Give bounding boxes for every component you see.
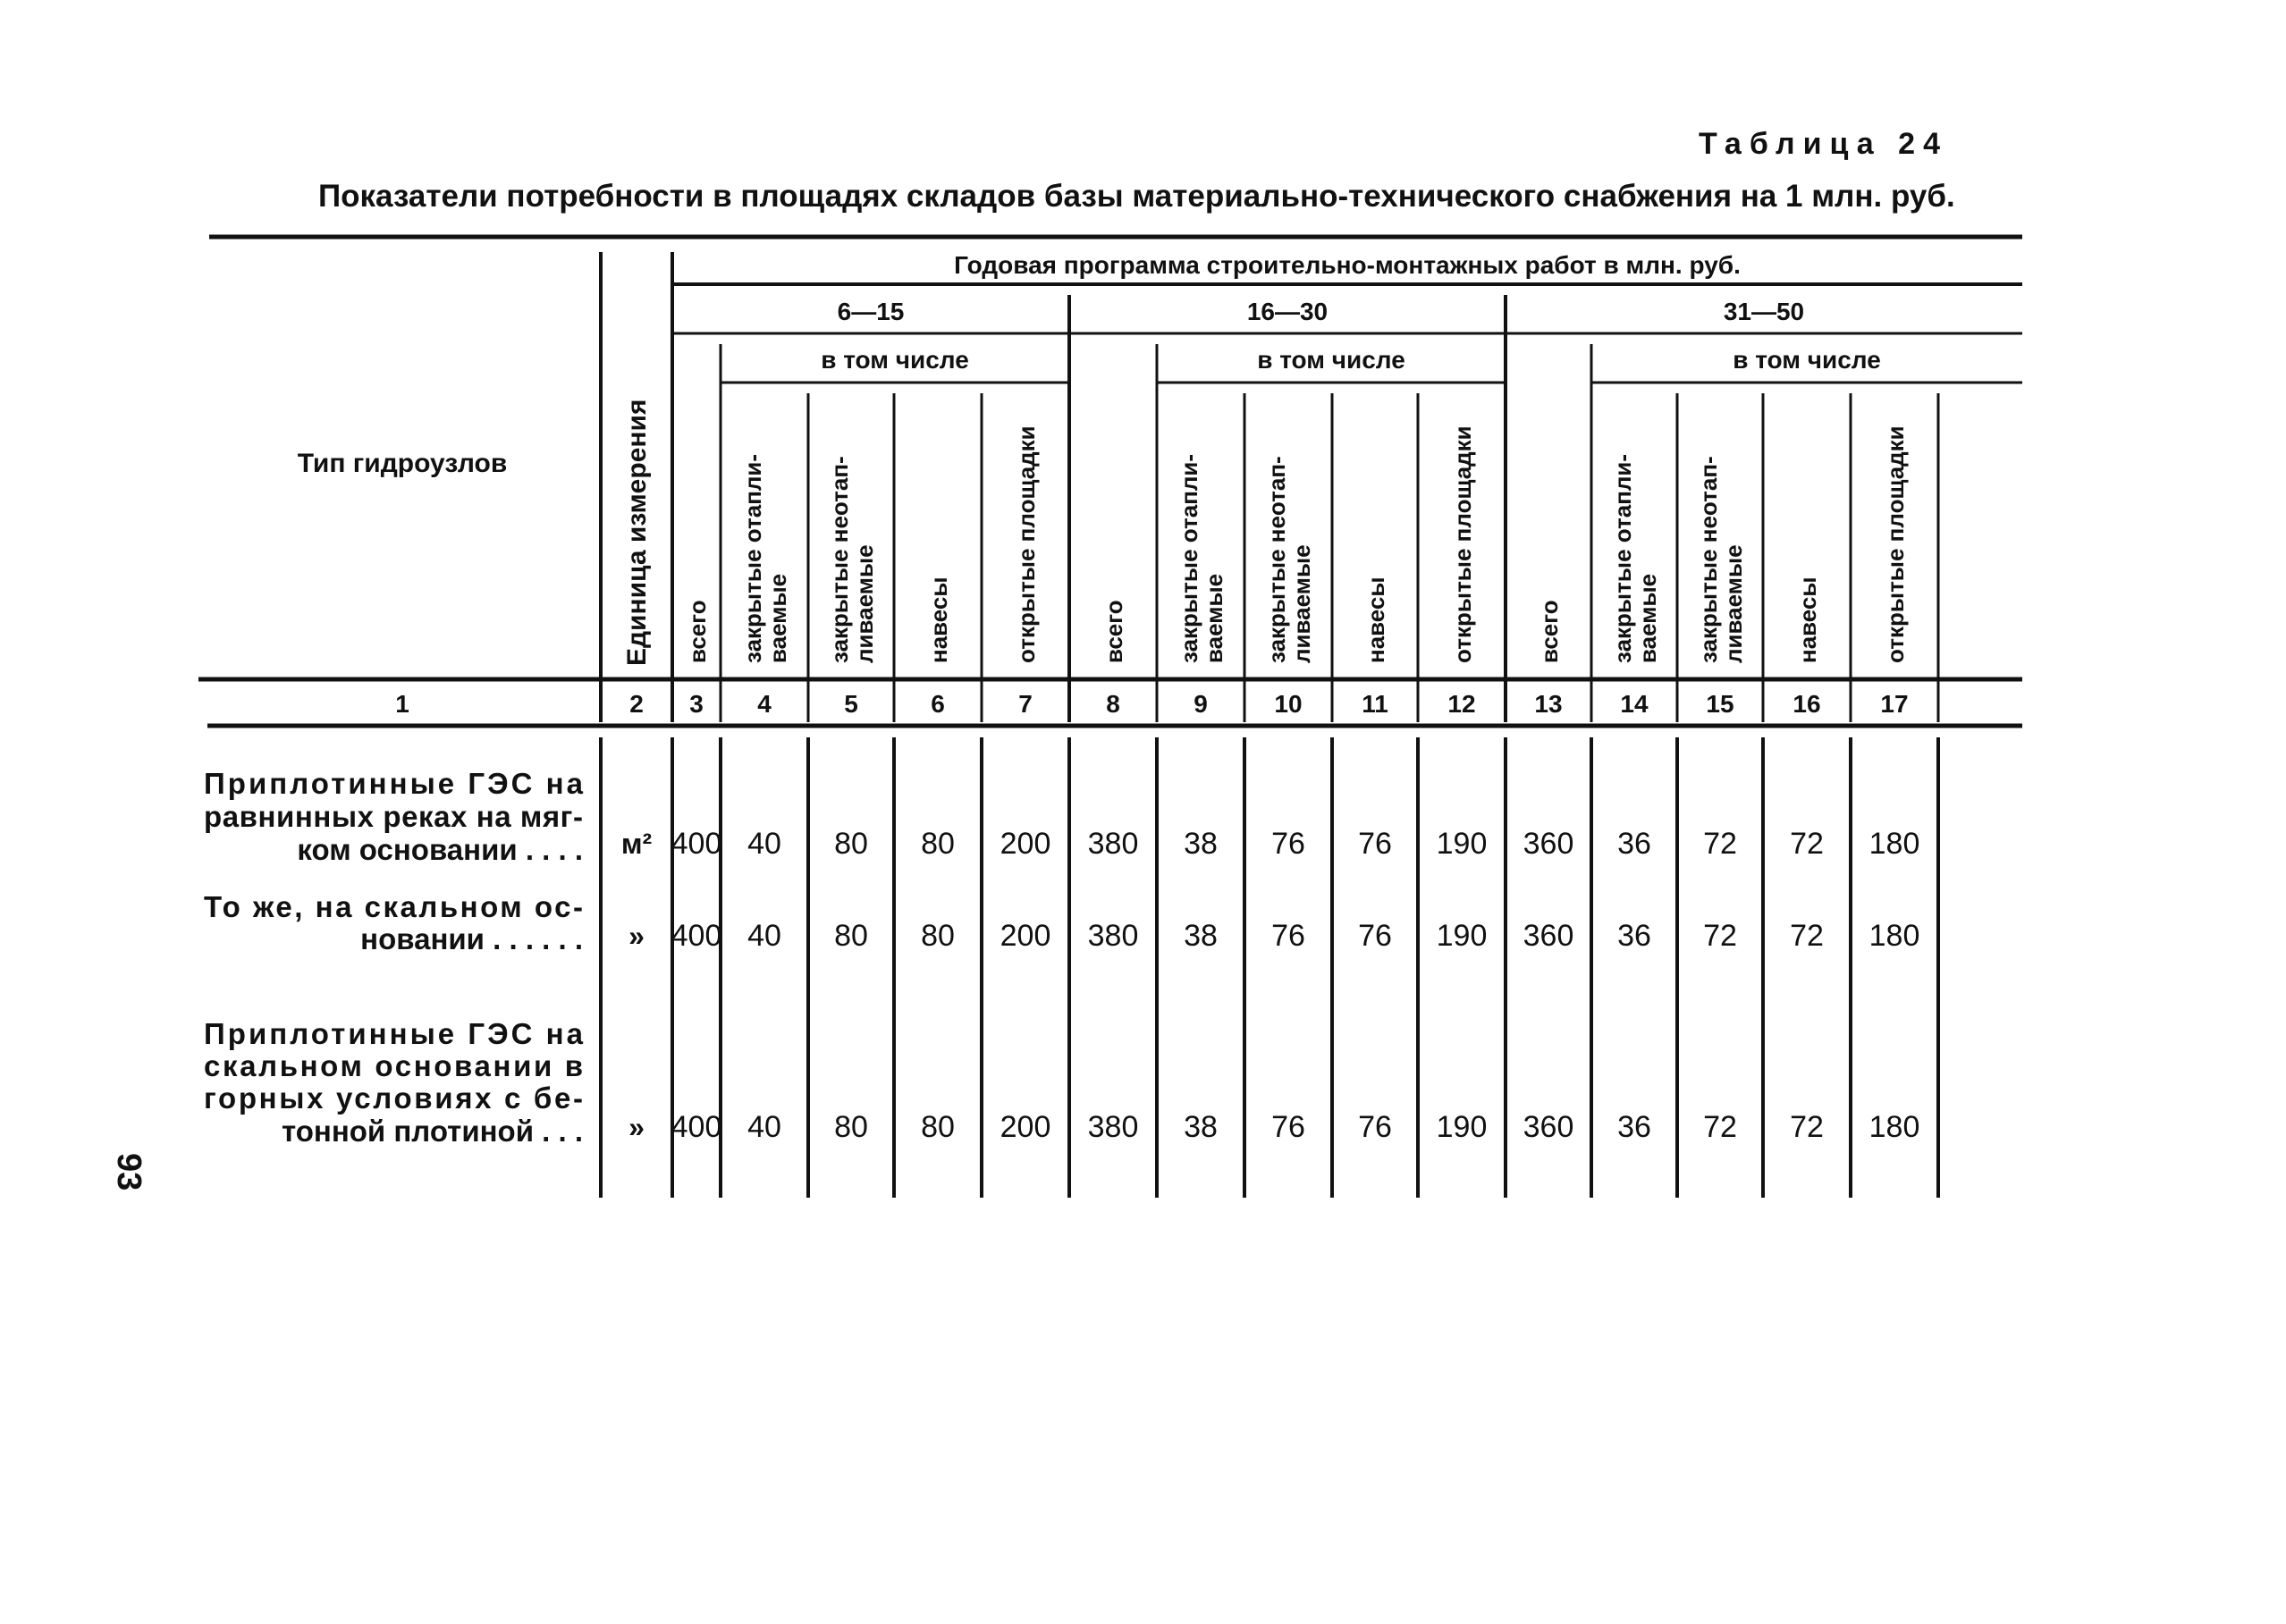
sub-header-sheds: навесы xyxy=(925,576,952,663)
cell-value: 72 xyxy=(1703,919,1737,953)
column-number: 6 xyxy=(931,690,945,718)
column-number: 12 xyxy=(1447,690,1476,718)
cell-value: 76 xyxy=(1358,827,1392,861)
cell-value: 380 xyxy=(1087,1110,1139,1144)
sub-header-vsego: всего xyxy=(684,600,711,663)
cell-value: 72 xyxy=(1703,1110,1737,1144)
cell-value: 180 xyxy=(1868,827,1920,861)
cell-value: 72 xyxy=(1790,919,1824,953)
row-type-text: новании . . . . . . xyxy=(360,922,583,955)
incl-header: в том числе xyxy=(1733,346,1881,374)
row-type-text: равнинных реках на мяг- xyxy=(204,800,583,833)
sub-header-open: открытые площадки xyxy=(1882,425,1909,663)
cell-value: 76 xyxy=(1271,827,1305,861)
column-number: 5 xyxy=(844,690,858,718)
cell-value: 36 xyxy=(1617,827,1651,861)
program-header: Годовая программа строительно-монтажных работ в млн. руб. xyxy=(954,251,1741,279)
cell-value: 80 xyxy=(921,919,955,953)
cell-value: 76 xyxy=(1271,919,1305,953)
cell-value: 360 xyxy=(1523,1110,1574,1144)
cell-value: 40 xyxy=(747,827,781,861)
row-unit: м² xyxy=(620,828,653,860)
row-type-text: горных условиях с бе- xyxy=(204,1081,583,1115)
sub-header-closed-heated: закрытые отапли- xyxy=(1176,453,1202,663)
sub-header-closed-unheated: закрытые неотап- xyxy=(1263,456,1290,663)
sub-header-closed-heated: ваемые xyxy=(764,573,791,663)
column-number: 4 xyxy=(757,690,772,718)
cell-value: 36 xyxy=(1617,919,1651,953)
column-number: 3 xyxy=(689,690,704,718)
cell-value: 80 xyxy=(834,919,868,953)
column-number: 17 xyxy=(1880,690,1909,718)
cell-value: 40 xyxy=(747,919,781,953)
column-number: 2 xyxy=(629,690,644,718)
cell-value: 190 xyxy=(1436,919,1488,953)
cell-value: 76 xyxy=(1271,1110,1305,1144)
incl-header: в том числе xyxy=(821,346,969,374)
column-number: 11 xyxy=(1362,690,1388,718)
cell-value: 400 xyxy=(671,1110,722,1144)
row-unit: » xyxy=(628,1111,645,1143)
sub-header-closed-unheated: закрытые неотап- xyxy=(826,456,853,663)
cell-value: 200 xyxy=(1000,919,1051,953)
cell-value: 80 xyxy=(921,1110,955,1144)
sub-header-closed-heated: закрытые отапли- xyxy=(739,453,766,663)
column-number: 9 xyxy=(1194,690,1208,718)
column-number: 8 xyxy=(1106,690,1120,718)
incl-header: в том числе xyxy=(1257,346,1405,374)
sub-header-closed-unheated: ливаемые xyxy=(1720,544,1747,663)
column-number: 15 xyxy=(1706,690,1734,718)
cell-value: 72 xyxy=(1703,827,1737,861)
column-number: 10 xyxy=(1274,690,1303,718)
page-number: 93 xyxy=(110,1153,148,1191)
sub-header-closed-unheated: закрытые неотап- xyxy=(1695,456,1722,663)
range-header: 31—50 xyxy=(1723,298,1805,325)
cell-value: 180 xyxy=(1868,919,1920,953)
sub-header-closed-unheated: ливаемые xyxy=(1288,544,1315,663)
sub-header-sheds: навесы xyxy=(1794,576,1821,663)
cell-value: 76 xyxy=(1358,919,1392,953)
row-type-text: Приплотинные ГЭС на xyxy=(204,767,583,800)
column-number: 14 xyxy=(1620,690,1649,718)
cell-value: 72 xyxy=(1790,1110,1824,1144)
cell-value: 80 xyxy=(921,827,955,861)
type-col-header: Тип гидроузлов xyxy=(297,449,508,478)
row-type-text: тонной плотиной . . . xyxy=(282,1115,583,1148)
column-number: 1 xyxy=(395,690,409,718)
cell-value: 380 xyxy=(1087,827,1139,861)
table-caption: Показатели потребности в площадях складов базы материально-технического снабжения на 1 млн. руб. xyxy=(318,179,1955,214)
cell-value: 360 xyxy=(1523,827,1574,861)
row-type-text: Приплотинные ГЭС на xyxy=(204,1017,583,1050)
cell-value: 190 xyxy=(1436,827,1488,861)
cell-value: 36 xyxy=(1617,1110,1651,1144)
cell-value: 200 xyxy=(1000,1110,1051,1144)
cell-value: 72 xyxy=(1790,827,1824,861)
sub-header-vsego: всего xyxy=(1536,600,1563,663)
cell-value: 38 xyxy=(1184,1110,1218,1144)
sub-header-vsego: всего xyxy=(1101,600,1127,663)
cell-value: 190 xyxy=(1436,1110,1488,1144)
range-header: 16—30 xyxy=(1246,298,1329,325)
cell-value: 380 xyxy=(1087,919,1139,953)
cell-value: 400 xyxy=(671,827,722,861)
sub-header-closed-unheated: ливаемые xyxy=(851,544,878,663)
sub-header-closed-heated: ваемые xyxy=(1201,573,1227,663)
sub-header-open: открытые площадки xyxy=(1013,425,1040,663)
column-number: 7 xyxy=(1018,690,1033,718)
column-number: 13 xyxy=(1534,690,1563,718)
row-type-text: ком основании . . . . xyxy=(297,833,583,866)
cell-value: 180 xyxy=(1868,1110,1920,1144)
cell-value: 40 xyxy=(747,1110,781,1144)
cell-value: 76 xyxy=(1358,1110,1392,1144)
column-number: 16 xyxy=(1793,690,1821,718)
row-type-text: скальном основании в xyxy=(204,1049,583,1082)
cell-value: 80 xyxy=(834,1110,868,1144)
sub-header-closed-heated: ваемые xyxy=(1634,573,1661,663)
cell-value: 38 xyxy=(1184,827,1218,861)
table-label: Таблица 24 xyxy=(1699,127,1948,161)
sub-header-open: открытые площадки xyxy=(1449,425,1476,663)
cell-value: 200 xyxy=(1000,827,1051,861)
row-type-text: То же, на скальном ос- xyxy=(204,890,583,923)
cell-value: 80 xyxy=(834,827,868,861)
row-unit: » xyxy=(628,920,645,952)
sub-header-closed-heated: закрытые отапли- xyxy=(1609,453,1636,663)
unit-col-header: Единица измерения xyxy=(622,399,652,666)
cell-value: 38 xyxy=(1184,919,1218,953)
cell-value: 400 xyxy=(671,919,722,953)
range-header: 6—15 xyxy=(837,298,905,325)
cell-value: 360 xyxy=(1523,919,1574,953)
sub-header-sheds: навесы xyxy=(1362,576,1389,663)
